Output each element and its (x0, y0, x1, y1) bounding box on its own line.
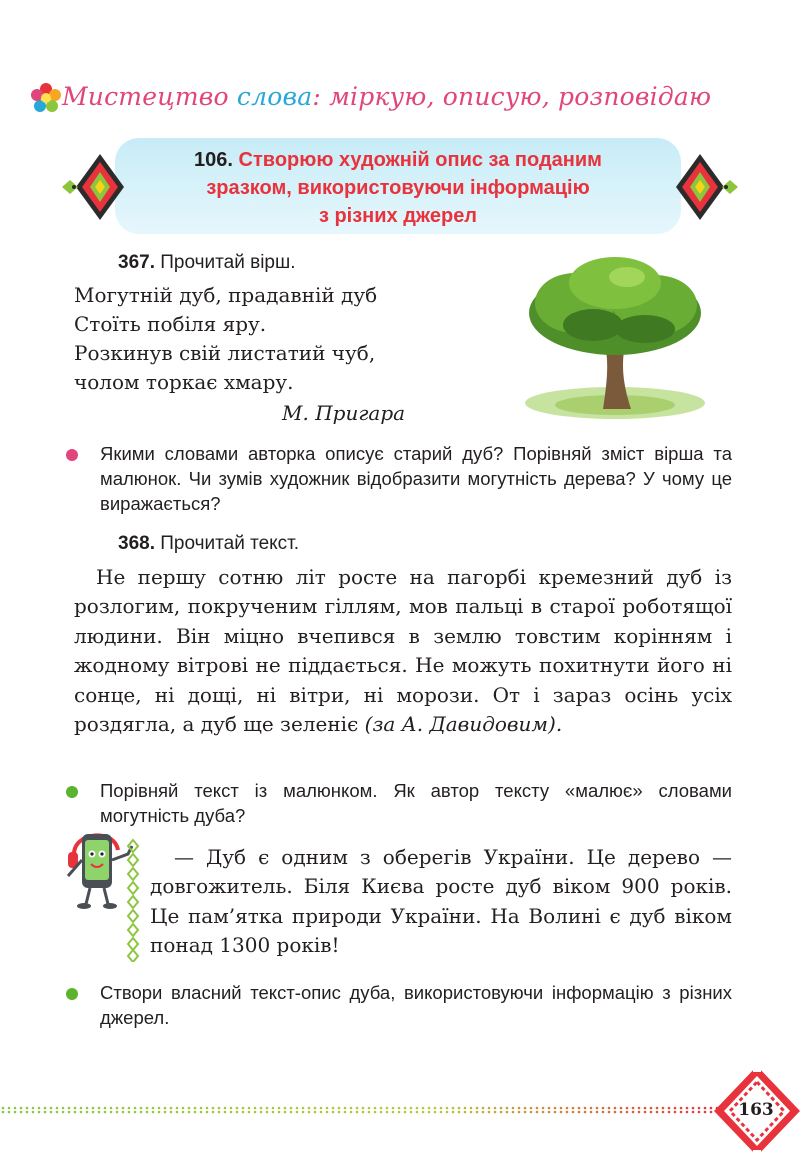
exercise-367-heading: 367. Прочитай вірш. (118, 252, 296, 273)
bullet-green (66, 988, 78, 1000)
exercise-368-text: Не першу сотню літ росте на пагорбі кремезний дуб із розлогим, покрученим гіллям, мов пальці в старої роботящої людини. Він міцно вчепився в землю товстим корінням і жодному вітрові не піддається. Не можуть похитнути його ні сонце, ні дощі, ні вітри, ні морози. От і зараз осінь усіх роздягла, а дуб ще зеленіє (за А. Давидовим). (74, 565, 732, 737)
oak-tree-illustration (515, 253, 715, 421)
final-task: Створи власний текст-опис дуба, використовуючи інформацію з різних джерел. (100, 982, 732, 1028)
poem (74, 281, 377, 397)
lesson-heading: 106. Створюю художній опис за поданим зразком, використовуючи інформацію з різних джерел (194, 149, 602, 227)
oak-fact-text: — Дуб є одним з оберегів України. Це дерево — довгожитель. Біля Києва росте дуб віком 900 років. Це пам’ятка природи України. На Волині є дуб віком понад 1300 років! (150, 845, 732, 958)
top-decorative-border (0, 32, 800, 40)
page-number: 163 (738, 1100, 774, 1120)
section-title: Мистецтво слова: міркую, описую, розповідаю (62, 82, 712, 111)
embroidery-ornament-left-icon (62, 152, 126, 222)
exercise-367-question: Якими словами авторка описує старий дуб? Порівняй зміст вірша та малюнок. Чи зумів художник відобразити могутність дерева? У чому це виражається? (100, 443, 732, 514)
exercise-368-question: Порівняй текст із малюнком. Як автор тексту «малює» словами могутність дуба? (100, 780, 732, 826)
bottom-decorative-border (0, 1106, 720, 1114)
bullet-pink (66, 449, 78, 461)
bullet-green (66, 786, 78, 798)
lesson-number: 106. (194, 149, 233, 171)
embroidery-ornament-right-icon (674, 152, 738, 222)
flower-icon (30, 82, 62, 114)
decorative-vertical-border (124, 838, 142, 962)
poem-line: Розкинув свій листатий чуб, (74, 341, 376, 365)
poem-line: Могутній дуб, прадавній дуб (74, 283, 378, 307)
exercise-368-heading: 368. Прочитай текст. (118, 533, 300, 554)
poem-author: М. Пригара (282, 401, 406, 425)
poem-line: Стоїть побіля яру. (74, 312, 267, 336)
poem-line: чолом торкає хмару. (74, 370, 294, 394)
text-source: (за А. Давидовим). (358, 712, 563, 737)
